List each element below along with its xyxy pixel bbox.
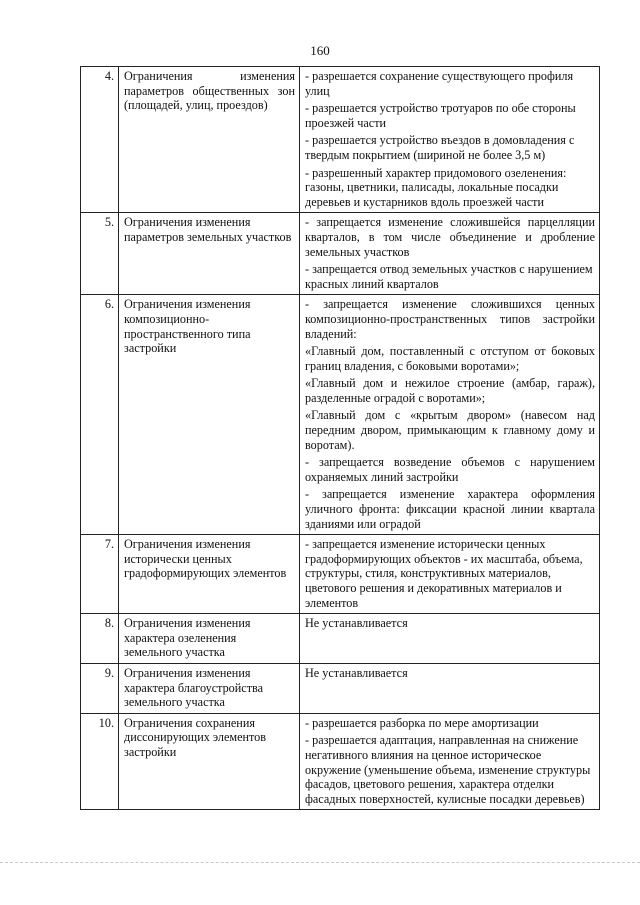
content-item: - разрешается устройство въездов в домовладения с твердым покрытием (шириной не более 3,5 м) bbox=[305, 133, 575, 162]
row-content bbox=[300, 295, 600, 535]
restrictions-table bbox=[80, 66, 600, 810]
scan-edge-line bbox=[0, 862, 640, 863]
row-number: 10. bbox=[81, 713, 119, 810]
content-item: «Главный дом и нежилое строение (амбар, гараж), разделенные оградой с воротами»; bbox=[305, 376, 595, 405]
content-item: - запрещается изменение сложившихся ценных композиционно-пространственных типов застройки владений: bbox=[305, 297, 595, 341]
row-number: 7. bbox=[81, 535, 119, 614]
table-row bbox=[81, 295, 600, 535]
row-title: Ограничения изменения характера благоустройства земельного участка bbox=[119, 663, 300, 713]
content-item: - запрещается изменение характера оформления уличного фронта: фиксации красной линии квартала зданиями или оградой bbox=[305, 487, 595, 531]
content-item: «Главный дом с «крытым двором» (навесом над передним двором, примыкающим к главному дому и воротам). bbox=[305, 408, 595, 452]
content-item: - разрешается разборка по мере амортизации bbox=[305, 715, 539, 730]
content-item: - запрещается изменение исторически ценных градоформирующих объектов - их масштаба, объема, структуры, стиля, конструктивных материалов, цветового решения и декоративных материалов и элементов bbox=[305, 537, 583, 610]
content-item: Не устанавливается bbox=[305, 665, 408, 680]
row-number: 5. bbox=[81, 213, 119, 295]
row-content bbox=[300, 614, 600, 664]
content-item: - запрещается отвод земельных участков с нарушением красных линий кварталов bbox=[305, 262, 593, 291]
content-item: - запрещается изменение сложившейся парцелляции кварталов, в том числе объединение и дробление земельных участков bbox=[305, 215, 595, 259]
row-title: Ограничения изменения характера озеленения земельного участка bbox=[119, 614, 300, 664]
row-content bbox=[300, 67, 600, 213]
row-number: 8. bbox=[81, 614, 119, 664]
table-row bbox=[81, 614, 600, 664]
content-item: - разрешается устройство тротуаров по обе стороны проезжей части bbox=[305, 101, 576, 130]
row-title: Ограничения изменения параметров земельных участков bbox=[119, 213, 300, 295]
table-row bbox=[81, 663, 600, 713]
row-number: 6. bbox=[81, 295, 119, 535]
row-content bbox=[300, 713, 600, 810]
row-content bbox=[300, 535, 600, 614]
content-item: - запрещается возведение объемов с нарушением охраняемых линий застройки bbox=[305, 455, 595, 484]
row-number: 9. bbox=[81, 663, 119, 713]
row-title: Ограничения изменения композиционно-пространственного типа застройки bbox=[119, 295, 300, 535]
row-number: 4. bbox=[81, 67, 119, 213]
content-item: - разрешается адаптация, направленная на снижение негативного влияния на ценное историческое окружение (уменьшение объема, изменение структуры фасадов, цветового решения, характера отделки фасадных поверхностей, кулисные посадки деревьев) bbox=[305, 733, 591, 806]
content-item: - разрешается сохранение существующего профиля улиц bbox=[305, 69, 574, 98]
content-item: «Главный дом, поставленный с отступом от боковых границ владения, с боковыми воротами»; bbox=[305, 344, 595, 373]
table-row bbox=[81, 67, 600, 213]
row-title: Ограничения сохранения диссонирующих элементов застройки bbox=[119, 713, 300, 810]
row-content bbox=[300, 213, 600, 295]
row-content bbox=[300, 663, 600, 713]
table-row bbox=[81, 535, 600, 614]
table-row bbox=[81, 213, 600, 295]
page-number: 160 bbox=[310, 43, 330, 58]
row-title: Ограничения изменения параметров общественных зон (площадей, улиц, проездов) bbox=[119, 67, 300, 213]
table-row bbox=[81, 713, 600, 810]
content-item: Не устанавливается bbox=[305, 616, 408, 631]
row-title: Ограничения изменения исторически ценных градоформирующих элементов bbox=[119, 535, 300, 614]
content-item: - разрешенный характер придомового озеленения: газоны, цветники, палисады, локальные посадки деревьев и кустарников вдоль проезжей части bbox=[305, 165, 567, 209]
